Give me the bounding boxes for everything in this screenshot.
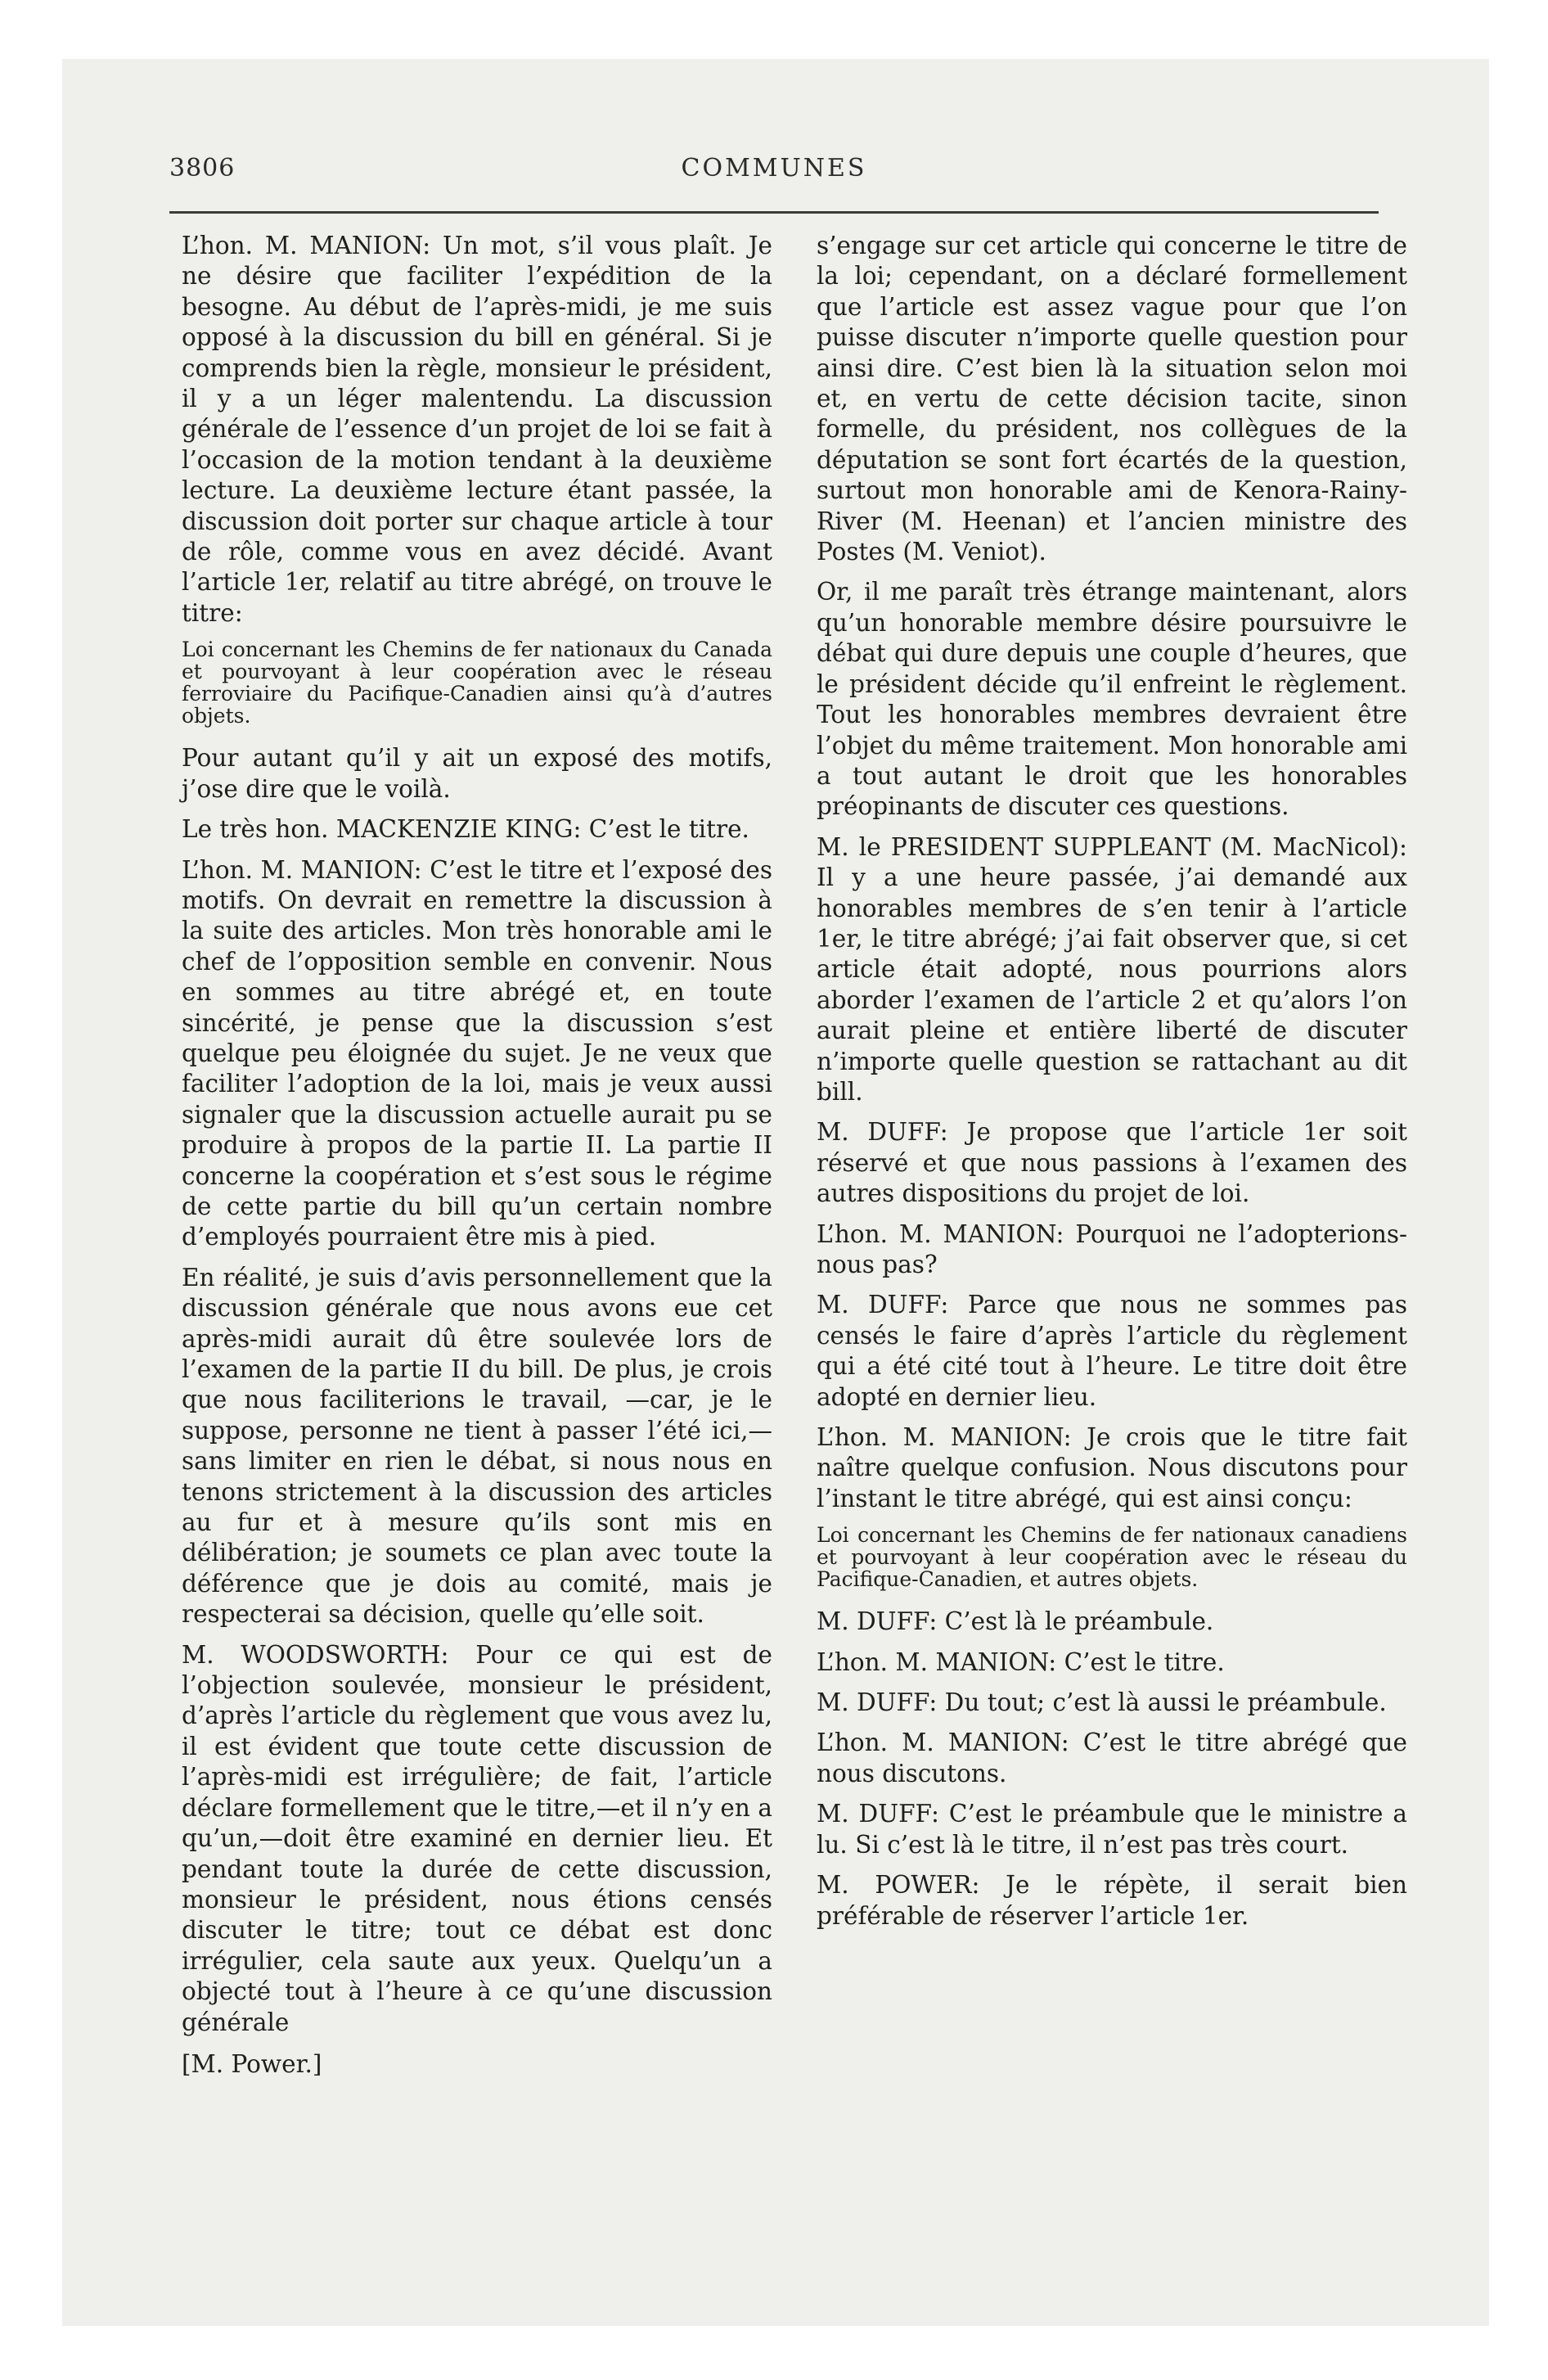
paragraph: M. DUFF: Parce que nous ne sommes pas censés le faire d’après l’article du règlement qui a été cité tout à l’heure. Le titre doit être adopté en dernier lieu. [817,1291,1407,1411]
right-column [817,231,1407,1941]
quoted-title: Loi concernant les Chemins de fer nationaux canadiens et pourvoyant à leur coopération avec le réseau du Pacifique-Canadien, et autres objets. [817,1523,1407,1592]
paragraph: M. POWER: Je le répète, il serait bien préférable de réserver l’article 1er. [817,1871,1407,1930]
paragraph: M. DUFF: Du tout; c’est là aussi le préambule. [817,1688,1387,1717]
page-number: 3806 [169,154,236,183]
paragraph: L’hon. M. MANION: Pourquoi ne l’adopterions-nous pas? [817,1219,1407,1278]
left-column [182,231,772,2080]
paragraph: M. DUFF: C’est là le préambule. [817,1607,1214,1636]
paragraph: M. WOODSWORTH: Pour ce qui est de l’objection soulevée, monsieur le président, d’après l’article du règlement que vous avez lu, il est évident que toute cette discussion de l’après-midi est irrégulière; de fait, l’article déclare formellement que le titre,—et il n’y en a qu’un,—doit être examiné en dernier lieu. Et pendant toute la durée de cette discussion, monsieur le président, nous étions censés discuter le titre; tout ce débat est donc irrégulier, cela saute aux yeux. Quelqu’un a objecté tout à l’heure à ce qu’une discussion générale [182,1640,772,2036]
paragraph: s’engage sur cet article qui concerne le titre de la loi; cependant, on a déclaré formellement que l’article est assez vague pour que l’on puisse discuter n’importe quelle question pour ainsi dire. C’est bien là la situation selon moi et, en vertu de cette décision tacite, sinon formelle, du président, nos collègues de la députation se sont fort écartés de la question, surtout mon honorable ami de Kenora-Rainy-River (M. Heenan) et l’ancien ministre des Postes (M. Veniot). [817,232,1407,566]
paragraph: L’hon. M. MANION: C’est le titre. [817,1648,1225,1676]
header-rule [169,211,1379,214]
paragraph: M. le PRESIDENT SUPPLEANT (M. MacNicol): Il y a une heure passée, j’ai demandé aux honorables membres de s’en tenir à l’article 1er, le titre abrégé; j’ai fait observer que, si cet article était adopté, nous pourrions alors aborder l’examen de l’article 2 et qu’alors l’on aurait pleine et entière liberté de discuter n’importe quelle question se rattachant au dit bill. [817,832,1407,1106]
paragraph: En réalité, je suis d’avis personnellement que la discussion générale que nous avons eue cet après-midi aurait dû être soulevée lors de l’examen de la partie II du bill. De plus, je crois que nous faciliterions le travail, —car, je le suppose, personne ne tient à passer l’été ici,—sans limiter en rien le débat, si nous nous en tenons strictement à la discussion des articles au fur et à mesure qu’ils sont mis en délibération; je soumets ce plan avec toute la déférence que je dois au comité, mais je respecterai sa décision, quelle qu’elle soit. [182,1263,772,1629]
page-header [169,154,1379,195]
paragraph: L’hon. M. MANION: C’est le titre et l’exposé des motifs. On devrait en remettre la discussion à la suite des articles. Mon très honorable ami le chef de l’opposition semble en convenir. Nous en sommes au titre abrégé et, en toute sincérité, je pense que la discussion s’est quelque peu éloignée du sujet. Je ne veux que faciliter l’adoption de la loi, mais je veux aussi signaler que la discussion actuelle aurait pu se produire à propos de la partie II. La partie II concerne la coopération et s’est sous le régime de cette partie du bill qu’un certain nombre d’employés pourraient être mis à pied. [182,855,772,1251]
paragraph: Le très hon. MACKENZIE KING: C’est le titre. [182,815,749,844]
page-title: COMMUNES [681,154,867,183]
speaker-attribution: [M. Power.] [182,2049,322,2078]
paragraph: L’hon. M. MANION: Je crois que le titre fait naître quelque confusion. Nous discutons pour l’instant le titre abrégé, qui est ainsi conçu: [817,1423,1407,1512]
paragraph: L’hon. M. MANION: Un mot, s’il vous plaît. Je ne désire que faciliter l’expédition de la besogne. Au début de l’après-midi, je me suis opposé à la discussion du bill en général. Si je comprends bien la règle, monsieur le président, il y a un léger malentendu. La discussion générale de l’essence d’un projet de loi se fait à l’occasion de la motion tendant à la deuxième lecture. La deuxième lecture étant passée, la discussion doit porter sur chaque article à tour de rôle, comme vous en avez décidé. Avant l’article 1er, relatif au titre abrégé, on trouve le titre: [182,232,772,627]
paragraph: Or, il me paraît très étrange maintenant, alors qu’un honorable membre désire poursuivre le débat qui dure depuis une couple d’heures, que le président décide qu’il enfreint le règlement. Tout les honorables membres devraient être l’objet du même traitement. Mon honorable ami a tout autant le droit que les honorables préopinants de discuter ces questions. [817,578,1407,821]
quoted-title: Loi concernant les Chemins de fer nationaux du Canada et pourvoyant à leur coopération avec le réseau ferroviaire du Pacifique-Canadien ainsi qu’à d’autres objets. [182,638,772,728]
paragraph: M. DUFF: Je propose que l’article 1er soit réservé et que nous passions à l’examen des autres dispositions du projet de loi. [817,1118,1407,1208]
paragraph: M. DUFF: C’est le préambule que le ministre a lu. Si c’est là le titre, il n’est pas très court. [817,1800,1407,1859]
paragraph: L’hon. M. MANION: C’est le titre abrégé que nous discutons. [817,1729,1407,1787]
paragraph: Pour autant qu’il y ait un exposé des motifs, j’ose dire que le voilà. [182,744,772,803]
